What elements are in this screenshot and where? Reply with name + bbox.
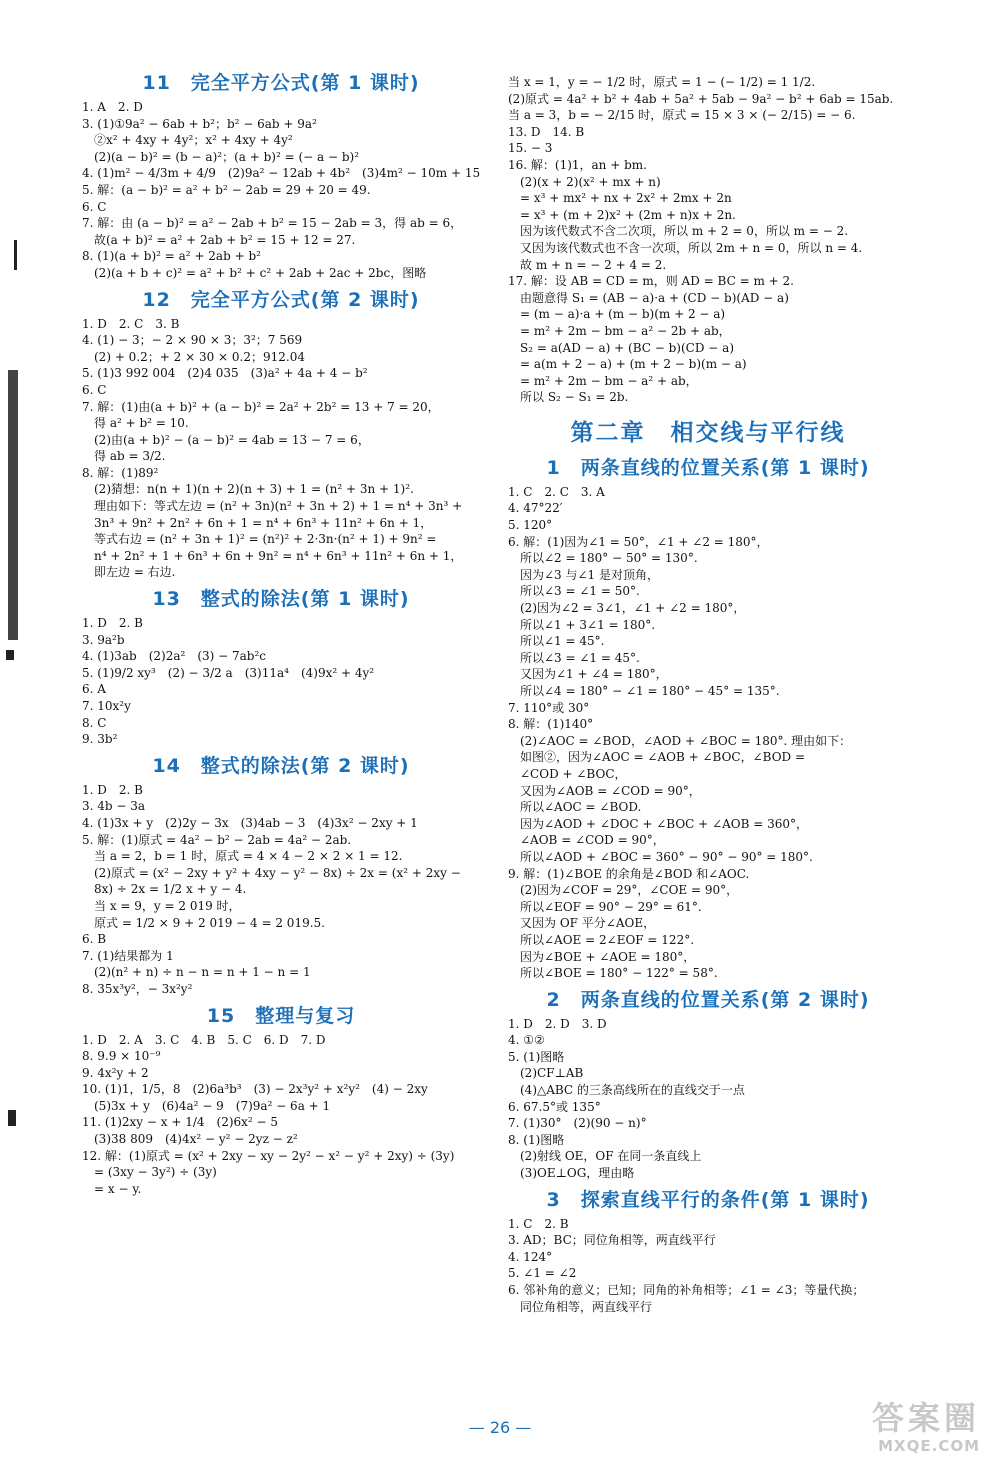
- answer-line: ∠COD + ∠BOC，: [508, 766, 627, 781]
- answer-line: 所以∠AOE = 2∠EOF = 122°.: [508, 932, 695, 947]
- answer-line: 6. 67.5°或 135°: [508, 1099, 601, 1114]
- answer-line: 又因为 OF 平分∠AOE，: [508, 916, 656, 931]
- answer-line: 6. 解：(1)因为∠1 = 50°，∠1 + ∠2 = 180°，: [508, 534, 769, 549]
- answer-line: 等式右边 = (n² + 3n + 1)² = (n²)² + 2·3n·(n² + 1) + 9n² =: [82, 532, 437, 547]
- watermark-url: MXQE.COM: [878, 1437, 980, 1455]
- answer-line: 7. 解：(1)由(a + b)² + (a − b)² = 2a² + 2b² = 13 + 7 = 20，: [82, 399, 440, 414]
- answer-line: 如图②，因为∠AOC = ∠AOB + ∠BOC，∠BOD =: [508, 750, 806, 765]
- answer-line: 3. 4b − 3a: [82, 799, 146, 814]
- answer-line: 5. (1)3 992 004 (2)4 035 (3)a² + 4a + 4 − b²: [82, 366, 368, 381]
- section-title: 2 两条直线的位置关系(第 2 课时): [546, 988, 870, 1011]
- answer-line: n⁴ + 2n² + 1 + 6n³ + 6n + 9n² = n⁴ + 6n³ + 11n² + 6n + 1，: [82, 548, 463, 563]
- answer-line: (2)原式 = (x² − 2xy + y² + 4xy − y² − 8x) ÷ 2x = (x² + 2xy −: [82, 865, 461, 880]
- answer-line: = m² + 2m − bm − a² + ab，: [508, 373, 698, 388]
- answer-line: (3)38 809 (4)4x² − y² − 2yz − z²: [82, 1132, 298, 1147]
- answer-line: 7. (1)30° (2)(90 − n)°: [508, 1116, 647, 1131]
- answer-line: 因为∠AOD + ∠DOC + ∠BOC + ∠AOB = 360°，: [508, 816, 809, 831]
- answer-line: (2)射线 OE，OF 在同一条直线上: [508, 1149, 702, 1164]
- answer-line: (2)∠AOC = ∠BOD，∠AOD + ∠BOC = 180°. 理由如下：: [508, 733, 852, 748]
- answer-line: = (m − a)·a + (m − b)(m + 2 − a): [508, 307, 726, 322]
- answer-line: 因为∠BOE + ∠AOE = 180°，: [508, 949, 696, 964]
- answer-line: 当 x = 1，y = − 1/2 时，原式 = 1 − (− 1/2) = 1 1/2.: [508, 75, 816, 89]
- answer-line: 故(a + b)² = a² + 2ab + b² = 15 + 12 = 27.: [82, 232, 356, 247]
- section-11: [82, 68, 480, 282]
- answer-line: 1. C 2. B: [508, 1216, 569, 1231]
- page-number: — 26 —: [468, 1418, 532, 1437]
- answer-line: 8. 解：(1)89²: [82, 465, 159, 480]
- answer-line: 7. 10x²y: [82, 699, 131, 713]
- answer-line: 当 x = 9，y = 2 019 时，: [82, 898, 241, 913]
- answer-line: 8. (1)图略: [508, 1132, 565, 1147]
- answer-line: 又因为∠AOB = ∠COD = 90°，: [508, 783, 701, 798]
- answer-line: 8. (1)(a + b)² = a² + 2ab + b²: [82, 249, 261, 264]
- section-title: 1 两条直线的位置关系(第 1 课时): [546, 456, 870, 479]
- answer-line: (3)OE⊥OG，理由略: [508, 1166, 635, 1181]
- answer-line: 16. 解：(1)1，an + bm.: [508, 157, 647, 172]
- section-ch2-2: [508, 985, 908, 1182]
- answer-line: 当 a = 2，b = 1 时，原式 = 4 × 4 − 2 × 2 × 1 = 12.: [82, 849, 403, 864]
- answer-line: 理由如下：等式左边 = (n² + 3n)(n² + 3n + 2) + 1 = n⁴ + 3n³ +: [82, 499, 463, 514]
- answer-line: 所以∠3 = ∠1 = 50°.: [508, 584, 640, 599]
- answer-line: 所以∠4 = 180° − ∠1 = 180° − 45° = 135°.: [508, 684, 780, 698]
- answer-line: 由题意得 S₁ = (AB − a)·a + (CD − b)(AD − a): [508, 290, 789, 305]
- answer-line: 10. (1)1，1/5，8 (2)6a³b³ (3) − 2x³y² + x²y² (4) − 2xy: [82, 1082, 428, 1097]
- answer-line: 所以∠EOF = 90° − 29° = 61°.: [508, 899, 702, 914]
- scan-mark: [8, 1110, 16, 1126]
- answer-line: 5. 解：(a − b)² = a² + b² − 2ab = 29 + 20 = 49.: [82, 182, 371, 197]
- answer-line: 所以∠1 + 3∠1 = 180°.: [508, 617, 656, 632]
- section-ch2-1: [508, 453, 908, 982]
- answer-line: 8x) ÷ 2x = 1/2 x + y − 4.: [82, 882, 247, 897]
- chapter-title: 第二章 相交线与平行线: [570, 419, 846, 446]
- answer-line: 得 ab = 3/2.: [82, 449, 166, 464]
- section-title: 3 探索直线平行的条件(第 1 课时): [546, 1188, 870, 1211]
- answer-line: 所以∠AOD + ∠BOC = 360° − 90° − 90° = 180°.: [508, 849, 813, 864]
- scan-mark: [6, 650, 14, 660]
- answer-line: (2)(a − b)² = (b − a)²；(a + b)² = (− a − b)²: [82, 149, 360, 164]
- answer-line: (2) + 0.2；+ 2 × 30 × 0.2；912.04: [82, 349, 305, 364]
- answer-line: (4)△ABC 的三条高线所在的直线交于一点: [508, 1083, 745, 1098]
- section-title: 15 整理与复习: [206, 1004, 356, 1027]
- section-13: [82, 584, 480, 748]
- answer-line: 8. C: [82, 715, 107, 730]
- answer-line: 4. (1) − 3；− 2 × 90 × 3；3²；7 569: [82, 333, 303, 348]
- answer-line: 得 a² + b² = 10.: [82, 416, 189, 431]
- section-title: 14 整式的除法(第 2 课时): [152, 754, 410, 777]
- answer-line: 4. (1)3ab (2)2a² (3) − 7ab²c: [82, 649, 267, 664]
- answer-line: 15. − 3: [508, 141, 553, 156]
- answer-line: 4. (1)m² − 4/3m + 4/9 (2)9a² − 12ab + 4b² (3)4m² − 10m + 15: [82, 166, 480, 181]
- left-column: [82, 66, 480, 1200]
- section-title: 11 完全平方公式(第 1 课时): [142, 72, 420, 94]
- answer-line: 1. A 2. D: [82, 100, 143, 114]
- answer-line: 5. (1)图略: [508, 1049, 565, 1064]
- answer-line: 即左边 = 右边.: [82, 565, 176, 580]
- answer-line: 3. (1)①9a² − 6ab + b²；b² − 6ab + 9a²: [82, 116, 317, 131]
- answer-line: 4. 124°: [508, 1249, 553, 1264]
- answer-line: 4. (1)3x + y (2)2y − 3x (3)4ab − 3 (4)3x² − 2xy + 1: [82, 815, 418, 830]
- answer-line: 所以∠2 = 180° − 50° = 130°.: [508, 551, 698, 566]
- answer-line: (2)(n² + n) ÷ n − n = n + 1 − n = 1: [82, 965, 311, 980]
- answer-line: = x − y.: [82, 1181, 142, 1196]
- answer-line: (2)(a + b + c)² = a² + b² + c² + 2ab + 2ac + 2bc，图略: [82, 265, 427, 280]
- answer-line: 7. 解：由 (a − b)² = a² − 2ab + b² = 15 − 2ab = 3，得 ab = 6，: [82, 216, 463, 231]
- answer-line: 9. 解：(1)∠BOE 的余角是∠BOD 和∠AOC.: [508, 866, 750, 881]
- answer-line: 4. ①②: [508, 1033, 545, 1048]
- answer-line: = x³ + mx² + nx + 2x² + 2mx + 2n: [508, 191, 732, 206]
- answer-line: 故 m + n = − 2 + 4 = 2.: [508, 257, 667, 272]
- answer-line: 6. 邻补角的意义；已知；同角的补角相等；∠1 = ∠3；等量代换；: [508, 1283, 865, 1297]
- answer-line: 6. C: [82, 199, 107, 214]
- answer-line: 17. 解：设 AB = CD = m，则 AD = BC = m + 2.: [508, 274, 794, 289]
- answer-line: (2)(x + 2)(x² + mx + n): [508, 174, 661, 189]
- answer-line: 因为∠3 与∠1 是对顶角，: [508, 567, 660, 582]
- answer-line: 3. 9a²b: [82, 632, 125, 647]
- answer-line: = x³ + (m + 2)x² + (2m + n)x + 2n.: [508, 207, 736, 222]
- answer-line: 1. D 2. B: [82, 782, 143, 797]
- answer-line: (2)原式 = 4a² + b² + 4ab + 5a² + 5ab − 9a² − b² + 6ab = 15ab.: [508, 91, 894, 106]
- answer-line: 5. (1)9/2 xy³ (2) − 3/2 a (3)11a⁴ (4)9x² + 4y²: [82, 665, 375, 680]
- answer-line: (2)CF⊥AB: [508, 1066, 584, 1081]
- answer-line: 1. D 2. C 3. B: [82, 316, 180, 331]
- section-title: 12 完全平方公式(第 2 课时): [142, 288, 420, 311]
- answer-line: 13. D 14. B: [508, 124, 585, 139]
- answer-line: 所以∠AOC = ∠BOD.: [508, 800, 642, 815]
- answer-line: 6. C: [82, 382, 107, 397]
- answer-line: (2)由(a + b)² − (a − b)² = 4ab = 13 − 7 = 6，: [82, 432, 370, 447]
- answer-line: 同位角相等，两直线平行: [508, 1299, 653, 1314]
- answer-line: 又因为该代数式也不含一次项，所以 2m + n = 0，所以 n = 4.: [508, 240, 863, 255]
- answer-line: 1. C 2. C 3. A: [508, 484, 605, 499]
- section-14: [82, 751, 480, 998]
- answer-line: 6. B: [82, 932, 107, 947]
- answer-line: 1. D 2. D 3. D: [508, 1016, 607, 1031]
- section-15: [82, 1001, 480, 1198]
- answer-line: 当 a = 3，b = − 2/15 时，原式 = 15 × 3 × (− 2/15) = − 6.: [508, 108, 856, 123]
- section-12: [82, 285, 480, 582]
- answer-line: 4. 47°22′: [508, 501, 563, 516]
- scan-mark: [14, 240, 17, 270]
- answer-line: 因为该代数式不含二次项，所以 m + 2 = 0，所以 m = − 2.: [508, 224, 849, 239]
- answer-line: 3n³ + 9n² + 2n² + 6n + 1 = n⁴ + 6n³ + 11n² + 6n + 1，: [82, 515, 433, 530]
- section-title: 13 整式的除法(第 1 课时): [152, 588, 410, 611]
- answer-line: 6. A: [82, 682, 106, 697]
- right-column: [508, 74, 908, 1318]
- answer-line: 又因为∠1 + ∠4 = 180°，: [508, 667, 668, 682]
- answer-line: 5. 120°: [508, 518, 553, 533]
- answer-line: 9. 3b²: [82, 732, 118, 747]
- answer-line: (2)因为∠COF = 29°，∠COE = 90°，: [508, 883, 739, 898]
- answer-line: = a(m + 2 − a) + (m + 2 − b)(m − a): [508, 357, 747, 372]
- answer-line: 7. 110°或 30°: [508, 700, 590, 715]
- answer-line: 11. (1)2xy − x + 1/4 (2)6x² − 5: [82, 1115, 279, 1130]
- answer-line: 原式 = 1/2 × 9 + 2 019 − 4 = 2 019.5.: [82, 915, 325, 930]
- answer-line: = m² + 2m − bm − a² − 2b + ab，: [508, 323, 731, 338]
- answer-line: 所以∠BOE = 180° − 122° = 58°.: [508, 966, 718, 981]
- watermark-text: 答案圈: [871, 1399, 980, 1437]
- answer-line: 8. 9.9 × 10⁻⁹: [82, 1049, 161, 1064]
- answer-line: (5)3x + y (6)4a² − 9 (7)9a² − 6a + 1: [82, 1098, 331, 1113]
- answer-line: 5. 解：(1)原式 = 4a² − b² − 2ab = 4a² − 2ab.: [82, 832, 352, 847]
- answer-line: 9. 4x²y + 2: [82, 1065, 149, 1080]
- section-15-continued: [508, 74, 908, 406]
- answer-line: 所以∠3 = ∠1 = 45°.: [508, 650, 640, 665]
- answer-line: (2)因为∠2 = 3∠1，∠1 + ∠2 = 180°，: [508, 601, 746, 616]
- answer-line: 所以 S₂ − S₁ = 2b.: [508, 390, 629, 405]
- answer-line: 5. ∠1 = ∠2: [508, 1266, 577, 1281]
- scan-mark: [8, 370, 18, 640]
- answer-line: 8. 35x³y²，− 3x²y²: [82, 981, 193, 996]
- answer-line: S₂ = a(AD − a) + (BC − b)(CD − a): [508, 340, 734, 355]
- answer-line: ∠AOB = ∠COD = 90°，: [508, 833, 665, 848]
- answer-line: = (3xy − 3y²) ÷ (3y): [82, 1165, 217, 1180]
- answer-line: 3. AD；BC；同位角相等，两直线平行: [508, 1233, 716, 1248]
- answer-line: 1. D 2. B: [82, 616, 143, 631]
- answer-line: 1. D 2. A 3. C 4. B 5. C 6. D 7. D: [82, 1032, 326, 1047]
- answer-line: ②x² + 4xy + 4y²；x² + 4xy + 4y²: [82, 133, 293, 148]
- answer-line: (2)猜想：n(n + 1)(n + 2)(n + 3) + 1 = (n² + 3n + 1)².: [82, 482, 414, 497]
- answer-line: 12. 解：(1)原式 = (x² + 2xy − xy − 2y² − x² − y² + 2xy) ÷ (3y): [82, 1148, 455, 1163]
- answer-line: 8. 解：(1)140°: [508, 717, 594, 732]
- answer-line: 7. (1)结果都为 1: [82, 948, 174, 963]
- watermark-logo: [830, 1399, 980, 1463]
- section-ch2-3: [508, 1185, 908, 1316]
- answer-line: 所以∠1 = 45°.: [508, 634, 605, 649]
